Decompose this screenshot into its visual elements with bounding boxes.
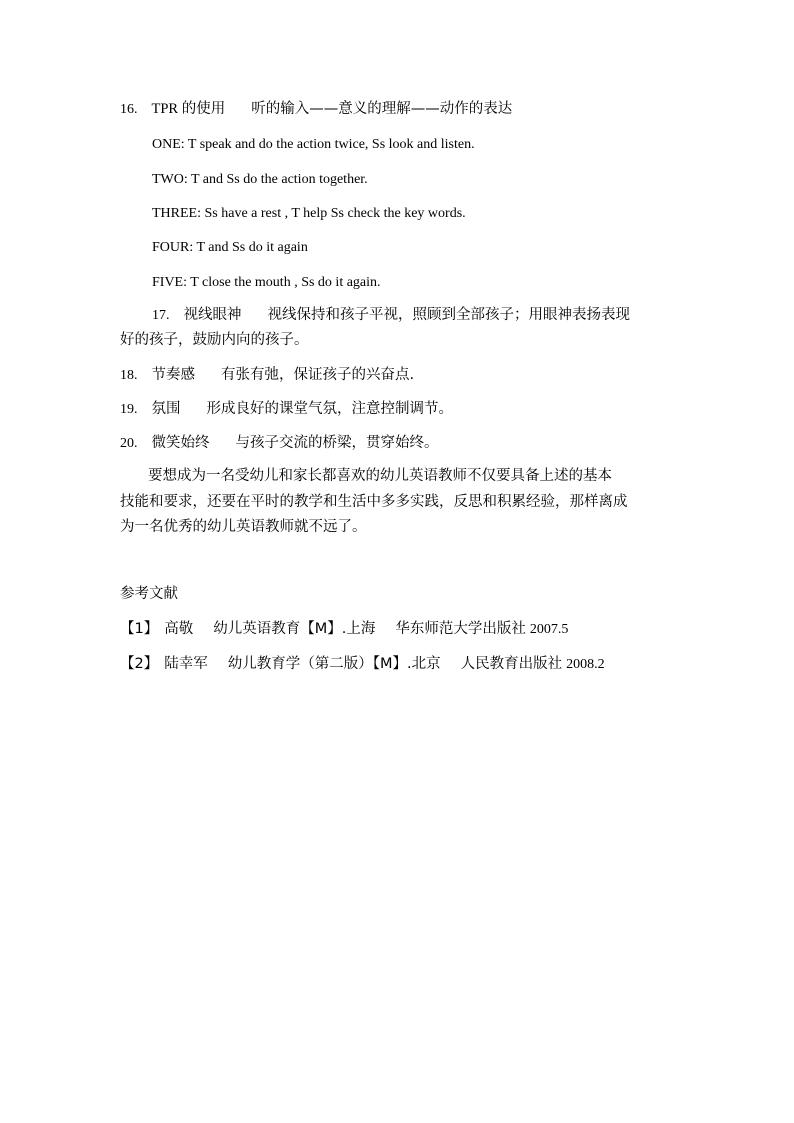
- item-number: 18.: [120, 368, 138, 383]
- references-heading: 参考文献: [120, 586, 178, 602]
- item-description: 有张有弛，保证孩子的兴奋点.: [221, 367, 415, 383]
- item-17-description-continued: 好的孩子，鼓励内向的孩子。: [120, 332, 309, 348]
- item-title: 视线眼神: [183, 307, 242, 323]
- tpr-step-one: ONE: T speak and do the action twice, Ss look and listen.: [152, 137, 475, 152]
- conclusion-line-3: 为一名优秀的幼儿英语教师就不远了。: [120, 519, 367, 535]
- reference-author: 陆幸军: [164, 656, 208, 672]
- item-title: TPR 的使用: [151, 101, 226, 117]
- reference-title: 幼儿教育学（第二版）【M】: [227, 656, 407, 672]
- reference-item-2: [120, 654, 605, 675]
- item-description: 听的输入——意义的理解——动作的表达: [251, 101, 513, 117]
- item-16-heading: [120, 99, 512, 120]
- reference-title: 幼儿英语教育【M】: [213, 621, 342, 637]
- reference-marker: 【1】: [120, 621, 159, 637]
- item-description: 与孩子交流的桥梁，贯穿始终。: [235, 435, 439, 451]
- reference-publisher: 华东师范大学出版社: [395, 621, 526, 637]
- reference-year: 2007.5: [529, 622, 569, 637]
- item-number: 17.: [152, 308, 170, 323]
- reference-item-1: [120, 619, 568, 640]
- item-19-heading: [120, 399, 453, 420]
- item-number: 20.: [120, 436, 138, 451]
- item-17-heading: [152, 305, 630, 326]
- reference-city: .北京: [407, 656, 441, 672]
- item-title: 氛围: [151, 401, 181, 417]
- tpr-step-three: THREE: Ss have a rest , T help Ss check the key words.: [152, 206, 466, 221]
- conclusion-line-2: 技能和要求，还要在平时的教学和生活中多多实践，反思和积累经验，那样离成: [120, 494, 628, 510]
- item-title: 节奏感: [151, 367, 195, 383]
- item-20-heading: [120, 433, 439, 454]
- tpr-step-five: FIVE: T close the mouth , Ss do it again.: [152, 275, 381, 290]
- item-number: 16.: [120, 102, 138, 117]
- reference-year: 2008.2: [566, 657, 605, 672]
- item-18-heading: [120, 365, 414, 386]
- reference-marker: 【2】: [120, 656, 159, 672]
- conclusion-line-1: 要想成为一名受幼儿和家长都喜欢的幼儿英语教师不仅要具备上述的基本: [148, 468, 612, 484]
- reference-city: .上海: [341, 621, 376, 637]
- item-title: 微笑始终: [151, 435, 210, 451]
- item-description: 形成良好的课堂气氛，注意控制调节。: [206, 401, 453, 417]
- tpr-step-four: FOUR: T and Ss do it again: [152, 240, 308, 255]
- item-number: 19.: [120, 402, 138, 417]
- reference-author: 高敬: [164, 621, 194, 637]
- reference-publisher: 人民教育出版社: [460, 656, 563, 672]
- tpr-step-two: TWO: T and Ss do the action together.: [152, 172, 368, 187]
- item-description: 视线保持和孩子平视，照顾到全部孩子；用眼神表扬表现: [267, 307, 630, 323]
